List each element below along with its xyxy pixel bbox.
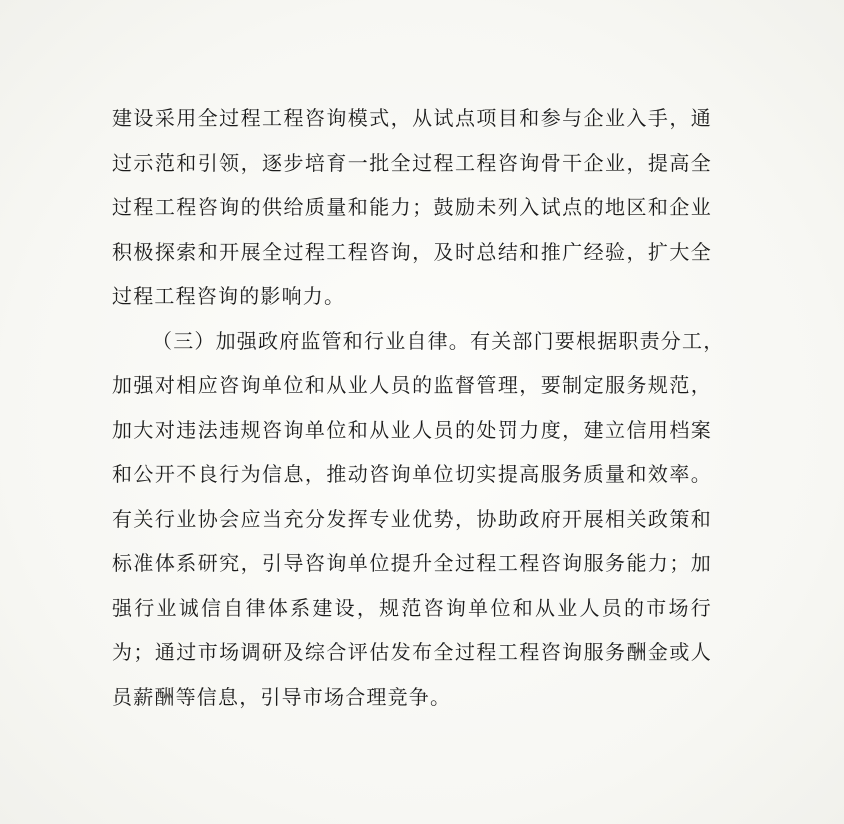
- text-line: 过程工程咨询的影响力。: [112, 284, 346, 308]
- text-line: 建设采用全过程工程咨询模式，从试点项目和参与企业入手，通: [112, 106, 712, 130]
- text-line: 过示范和引领，逐步培育一批全过程工程咨询骨干企业，提高全: [112, 150, 712, 175]
- text-line: 强行业诚信自律体系建设，规范咨询单位和从业人员的市场行: [112, 595, 712, 620]
- text-line: 为；通过市场调研及综合评估发布全过程工程咨询服务酬金或人: [112, 640, 712, 664]
- document-body: [112, 96, 725, 719]
- text-line: 有关行业协会应当充分发挥专业优势，协助政府开展相关政策和: [112, 506, 712, 531]
- text-line: 标准体系研究，引导咨询单位提升全过程工程咨询服务能力；加: [112, 551, 712, 575]
- text-line: 过程工程咨询的供给质量和能力；鼓励未列入试点的地区和企业: [112, 195, 712, 219]
- text-line: 加强对相应咨询单位和从业人员的监督管理，要制定服务规范，: [112, 373, 712, 397]
- text-line: 积极探索和开展全过程工程咨询，及时总结和推广经验，扩大全: [112, 239, 712, 264]
- text-line: 员薪酬等信息，引导市场合理竞争。: [112, 684, 452, 709]
- text-line: 和公开不良行为信息，推动咨询单位切实提高服务质量和效率。: [112, 462, 712, 486]
- text-line: 加大对违法违规咨询单位和从业人员的处罚力度，建立信用档案: [112, 417, 712, 442]
- section-heading-line: （三）加强政府监管和行业自律。有关部门要根据职责分工，: [152, 328, 725, 353]
